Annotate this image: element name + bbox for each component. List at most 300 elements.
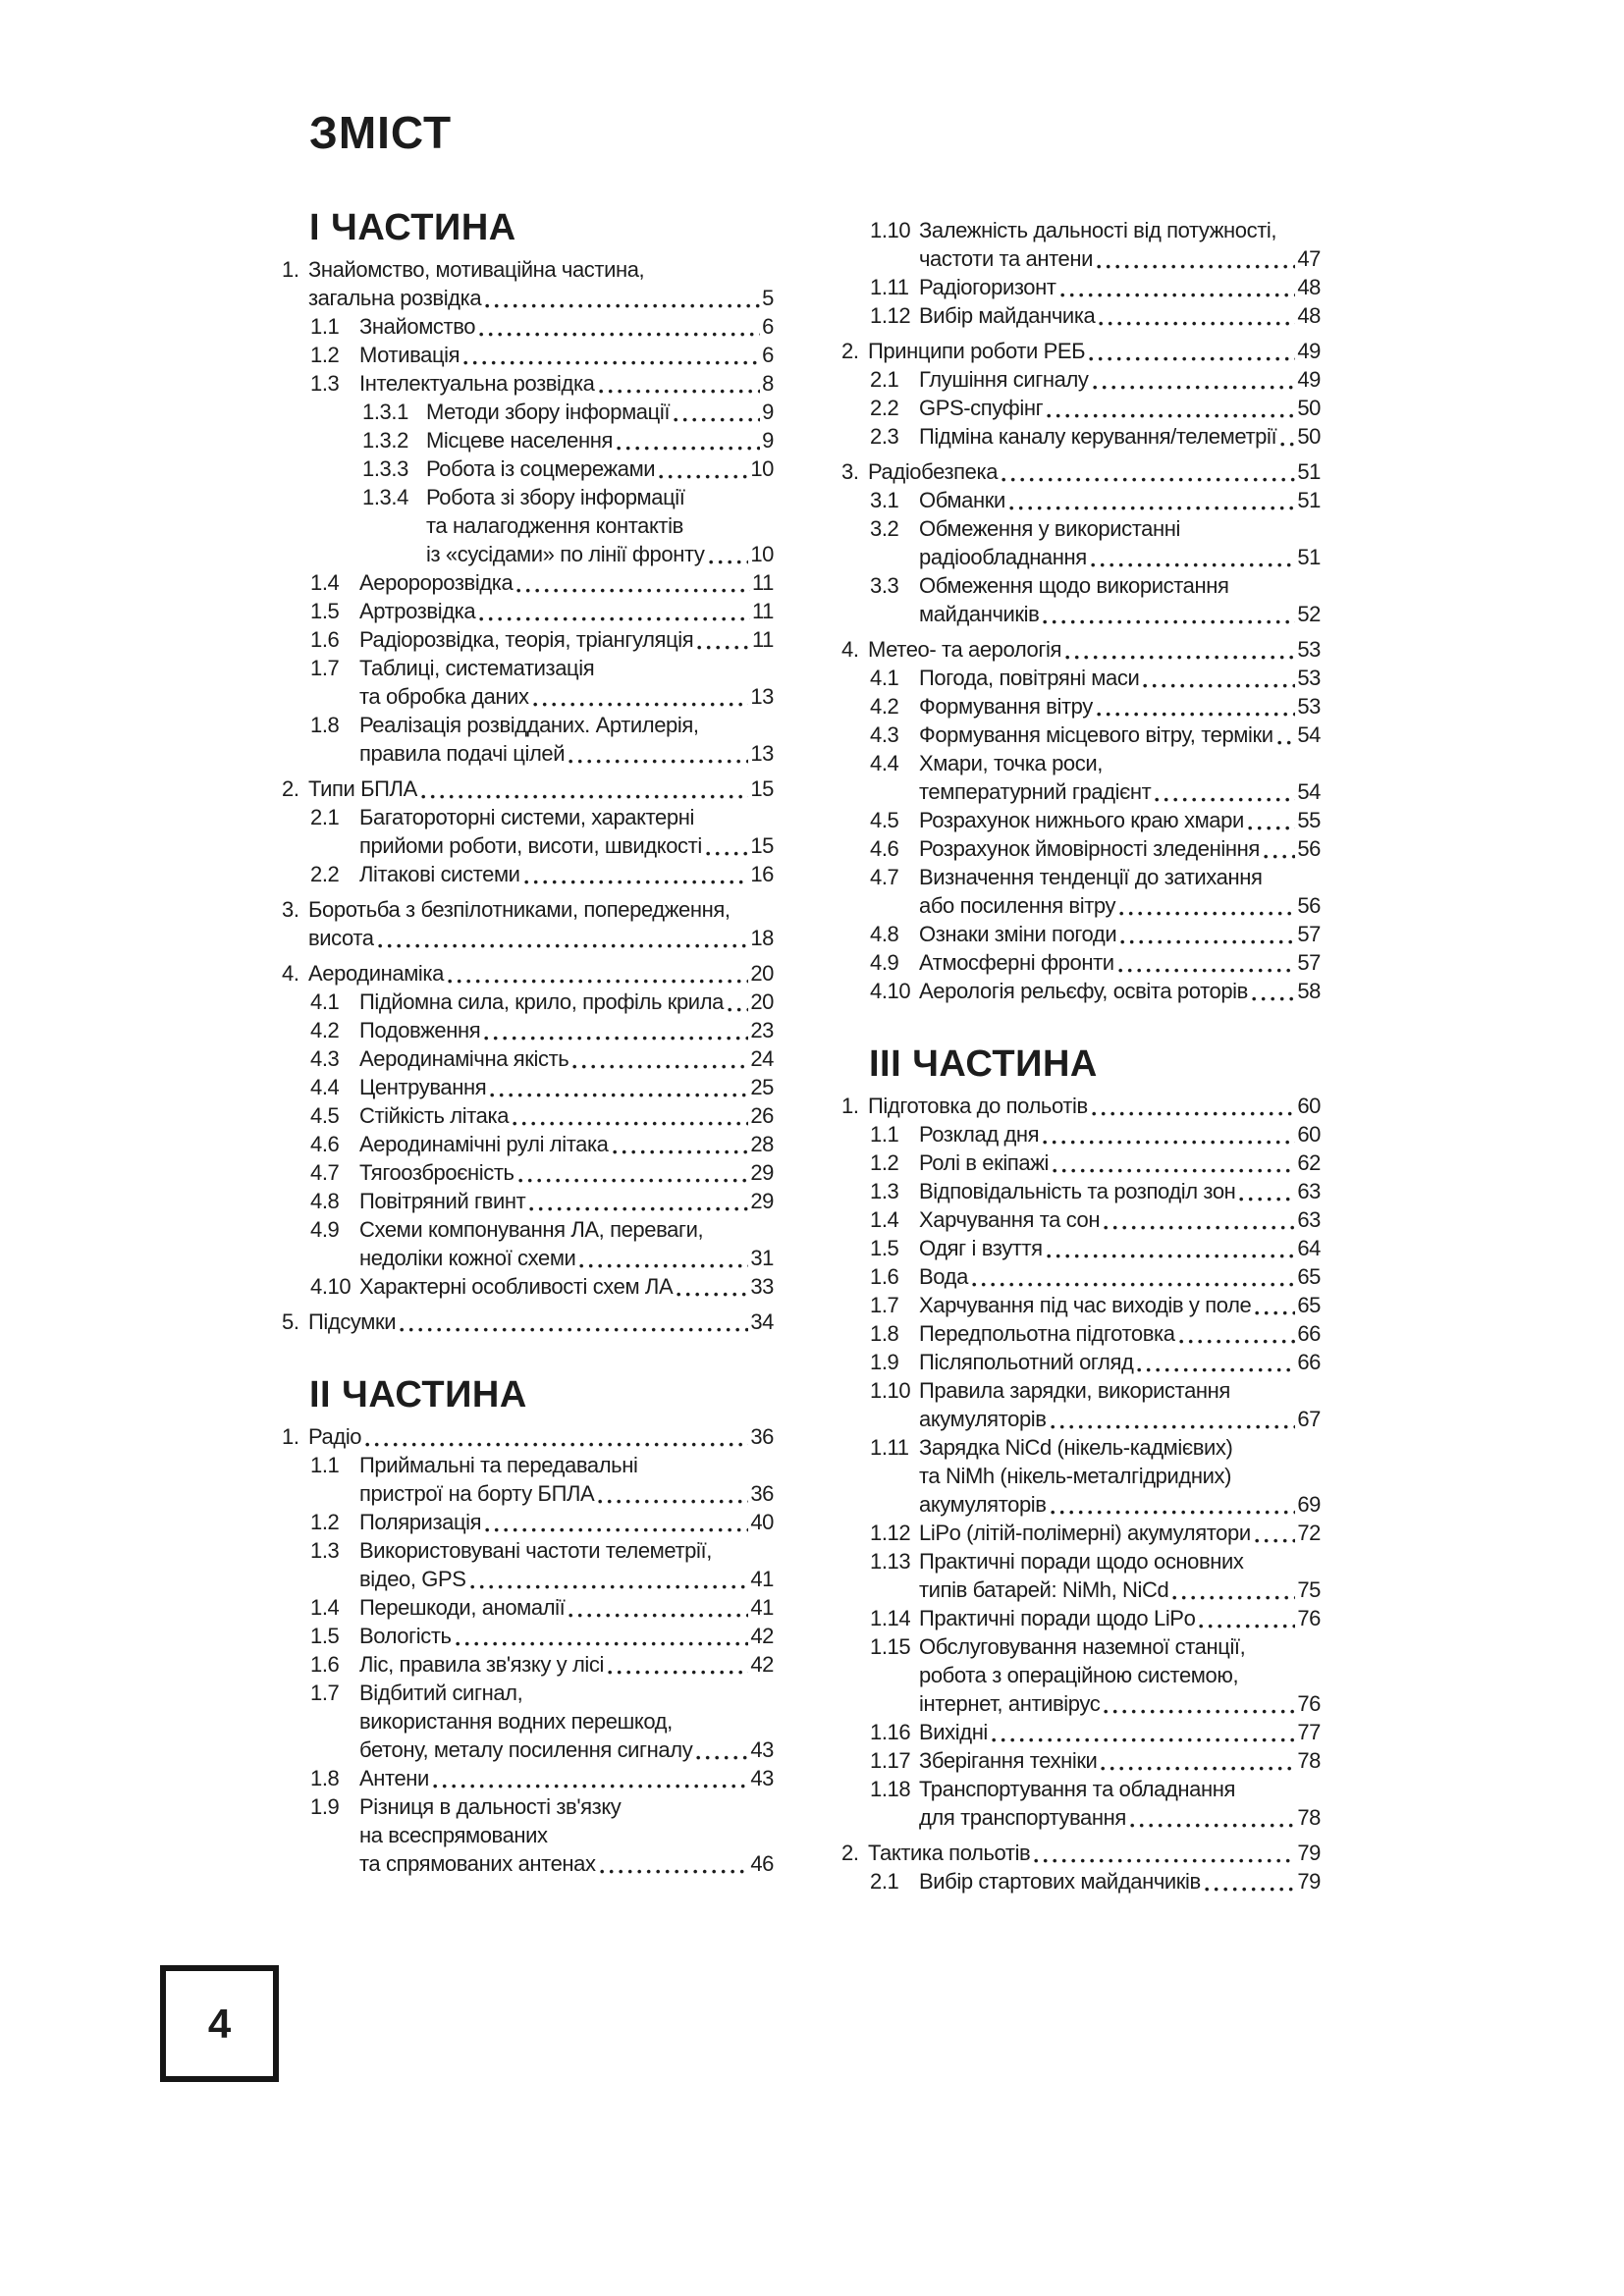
entry-page-number: 49: [1297, 339, 1321, 363]
entry-page-number: 75: [1297, 1577, 1321, 1602]
entry-page-number: 76: [1297, 1691, 1321, 1716]
dot-leader: [1155, 797, 1295, 802]
entry-number: 1.18: [870, 1777, 911, 1801]
entry-number: 1.12: [870, 303, 911, 328]
entry-page-number: 64: [1297, 1236, 1321, 1260]
toc-entry: [278, 654, 774, 711]
entry-title-line: Зарядка NiCd (нікель-кадмієвих): [919, 1435, 1233, 1460]
entry-title-line: [919, 1405, 1321, 1433]
entry-title: Вихідні: [919, 1720, 988, 1744]
entry-title-line: Багатороторні системи, характерні: [359, 805, 694, 829]
toc-entry: [838, 635, 1321, 664]
dot-leader: [1199, 1624, 1295, 1629]
dot-leader: [1093, 385, 1296, 390]
entry-title-line: [359, 860, 774, 888]
entry-title-line: Таблиці, систематизація: [359, 656, 595, 680]
dot-leader: [1051, 1510, 1296, 1515]
toc-entry: [838, 1718, 1321, 1746]
entry-page-number: 56: [1297, 893, 1321, 918]
entry-number: 1.17: [870, 1748, 911, 1773]
entry-title: Антени: [359, 1766, 429, 1790]
entry-page-number: 8: [762, 371, 774, 396]
entry-title-line: [919, 1490, 1321, 1519]
entry-number: 1.2: [870, 1150, 899, 1175]
toc-entry: [838, 1376, 1321, 1433]
entry-page-number: 10: [750, 456, 774, 481]
entry-page-number: 18: [750, 926, 774, 950]
entry-page-number: 6: [762, 314, 774, 339]
entry-title: Вода: [919, 1264, 968, 1289]
entry-title: Розрахунок ймовірності зледеніння: [919, 836, 1260, 861]
entry-page-number: 54: [1297, 779, 1321, 804]
entry-title: Ролі в екіпажі: [919, 1150, 1049, 1175]
entry-number: 1.11: [870, 1435, 909, 1460]
dot-leader: [400, 1327, 748, 1332]
dot-leader: [1172, 1595, 1295, 1600]
entry-title-line: [308, 1422, 774, 1451]
entry-number: 1.3: [870, 1179, 899, 1203]
dot-leader: [1252, 996, 1295, 1001]
entry-number: 4.2: [870, 694, 899, 719]
entry-title: Ліс, правила зв'язку у лісі: [359, 1652, 604, 1677]
toc-entry: [838, 1632, 1321, 1718]
entry-number: 1.: [841, 1094, 859, 1118]
toc-column-left: [278, 109, 774, 1878]
entry-title: Вологість: [359, 1624, 452, 1648]
entry-title: Артрозвідка: [359, 599, 476, 623]
entry-number: 1.3.3: [362, 456, 408, 481]
entry-number: 5.: [282, 1309, 299, 1334]
entry-title-line: [868, 635, 1321, 664]
entry-title: акумуляторів: [919, 1492, 1047, 1517]
entry-title-line: [919, 721, 1321, 749]
entry-title: Формування місцевого вітру, терміки: [919, 722, 1273, 747]
entry-page-number: 31: [750, 1246, 774, 1270]
dot-leader: [599, 389, 761, 394]
entry-title-line: [359, 312, 774, 341]
entry-page-number: 13: [750, 741, 774, 766]
toc-entry: [278, 1422, 774, 1451]
toc-entry: [838, 1604, 1321, 1632]
entry-title-line: Практичні поради щодо основних: [919, 1549, 1244, 1574]
entry-title: Тягоозброєність: [359, 1160, 514, 1185]
dot-leader: [568, 759, 748, 764]
entry-page-number: 57: [1297, 922, 1321, 946]
entry-title-line: [919, 891, 1321, 920]
toc-entry: [278, 1215, 774, 1272]
entry-title-line: [359, 1073, 774, 1101]
dot-leader: [728, 1007, 748, 1012]
entry-title-line: [919, 1291, 1321, 1319]
entry-title-line: [359, 1735, 774, 1764]
dot-leader: [572, 1064, 748, 1069]
toc-entry: [838, 664, 1321, 692]
entry-title: Передпольотна підготовка: [919, 1321, 1175, 1346]
entry-title-line: Використовувані частоти телеметрії,: [359, 1538, 712, 1563]
dot-leader: [485, 1527, 748, 1532]
entry-title-line: [359, 1158, 774, 1187]
entry-page-number: 41: [750, 1595, 774, 1620]
entry-number: 4.5: [310, 1103, 340, 1128]
entry-page-number: 63: [1297, 1179, 1321, 1203]
entry-page-number: 56: [1297, 836, 1321, 861]
entry-number: 1.9: [310, 1794, 340, 1819]
entry-title-line: [359, 1130, 774, 1158]
dot-leader: [1051, 1424, 1296, 1429]
entry-page-number: 34: [750, 1309, 774, 1334]
toc-entry: [278, 959, 774, 988]
entry-number: 1.10: [870, 218, 911, 242]
dot-leader: [1009, 506, 1295, 510]
entry-title-line: [359, 568, 774, 597]
toc-entry: [838, 1234, 1321, 1262]
toc-entry: [278, 803, 774, 860]
toc-entry: [278, 1101, 774, 1130]
dot-leader: [1091, 562, 1296, 567]
dot-leader: [972, 1282, 1295, 1287]
toc-entry: [838, 394, 1321, 422]
dot-leader: [1097, 712, 1296, 717]
dot-leader: [524, 880, 749, 884]
dot-leader: [1043, 619, 1295, 624]
entry-title-line: [868, 1092, 1321, 1120]
entry-title: або посилення вітру: [919, 893, 1116, 918]
entry-number: 4.3: [870, 722, 899, 747]
toc-entry: [278, 895, 774, 952]
entry-title-line: Обмеження у використанні: [919, 516, 1180, 541]
entry-number: 1.6: [310, 627, 340, 652]
toc-entry: [838, 1775, 1321, 1832]
entry-page-number: 58: [1297, 979, 1321, 1003]
entry-title-line: [919, 948, 1321, 977]
entry-title: правила подачі цілей: [359, 741, 566, 766]
entry-title-line: [359, 1479, 774, 1508]
entry-number: 4.1: [310, 989, 340, 1014]
entry-number: 1.5: [310, 1624, 340, 1648]
entry-page-number: 66: [1297, 1350, 1321, 1374]
entry-page-number: 11: [751, 627, 774, 652]
entry-page-number: 11: [751, 599, 774, 623]
entry-title-line: [919, 486, 1321, 514]
entry-page-number: 49: [1297, 367, 1321, 392]
page-number-box: [160, 1965, 279, 2082]
entry-page-number: 79: [1297, 1869, 1321, 1894]
toc-entry: [278, 398, 774, 426]
entry-title: висота: [308, 926, 374, 950]
dot-leader: [1099, 321, 1295, 326]
toc-entry: [838, 301, 1321, 330]
entry-title: радіообладнання: [919, 545, 1087, 569]
entry-number: 1.4: [310, 570, 340, 595]
toc-entry: [278, 1622, 774, 1650]
entry-page-number: 52: [1297, 602, 1321, 626]
dot-leader: [600, 1869, 749, 1874]
entry-page-number: 60: [1297, 1094, 1321, 1118]
entry-title: для транспортування: [919, 1805, 1126, 1830]
entry-number: 2.1: [870, 1869, 899, 1894]
entry-page-number: 55: [1297, 808, 1321, 832]
dot-leader: [697, 645, 750, 650]
entry-title: Стійкість літака: [359, 1103, 510, 1128]
entry-number: 1.1: [310, 1453, 340, 1477]
entry-page-number: 28: [750, 1132, 774, 1156]
entry-title: типів батарей: NiMh, NiCd: [919, 1577, 1169, 1602]
entry-page-number: 48: [1297, 275, 1321, 299]
entry-number: 4.6: [310, 1132, 340, 1156]
entry-title: Післяпольотний огляд: [919, 1350, 1134, 1374]
entry-number: 1.9: [870, 1350, 899, 1374]
dot-leader: [470, 1584, 749, 1589]
entry-title-line: Обслуговування наземної станції,: [919, 1634, 1246, 1659]
dot-leader: [484, 1036, 748, 1041]
entry-number: 1.3: [310, 371, 340, 396]
entry-number: 1.6: [870, 1264, 899, 1289]
entry-title-line: [359, 369, 774, 398]
toc-entry: [278, 483, 774, 568]
dot-leader: [598, 1499, 748, 1504]
entry-number: 2.2: [310, 862, 340, 886]
toc-entry: [838, 1433, 1321, 1519]
entry-title: Характерні особливості схем ЛА: [359, 1274, 674, 1299]
dot-leader: [1043, 1140, 1295, 1145]
entry-page-number: 23: [750, 1018, 774, 1042]
entry-page-number: 20: [750, 961, 774, 986]
entry-number: 1.: [282, 1424, 299, 1449]
entry-title-line: [359, 1016, 774, 1044]
entry-title-line: [308, 1308, 774, 1336]
entry-title: Підсумки: [308, 1309, 397, 1334]
toc-entry: [838, 1177, 1321, 1205]
entry-number: 1.3.4: [362, 485, 408, 509]
entry-number: 2.3: [870, 424, 899, 449]
toc-entry: [838, 948, 1321, 977]
entry-title-line: [919, 1867, 1321, 1896]
toc-entry: [838, 365, 1321, 394]
entry-page-number: 65: [1297, 1264, 1321, 1289]
entry-title-line: [919, 1234, 1321, 1262]
dot-leader: [696, 1755, 748, 1760]
entry-title: Розклад дня: [919, 1122, 1040, 1147]
entry-title: Глушіння сигналу: [919, 367, 1089, 392]
entry-title-line: [919, 1604, 1321, 1632]
entry-title-line: Різниця в дальності зв'язку: [359, 1794, 622, 1819]
entry-title-line: Транспортування та обладнання: [919, 1777, 1235, 1801]
entry-page-number: 66: [1297, 1321, 1321, 1346]
dot-leader: [1239, 1197, 1295, 1201]
entry-page-number: 51: [1297, 459, 1321, 484]
dot-leader: [1001, 477, 1295, 482]
toc-entry: [838, 571, 1321, 628]
entry-number: 4.9: [870, 950, 899, 975]
entry-title-line: [919, 422, 1321, 451]
entry-title: прийоми роботи, висоти, швидкості: [359, 833, 702, 858]
entry-title-line: [359, 1650, 774, 1679]
toc-entry: [278, 1016, 774, 1044]
entry-title: Вибір майданчика: [919, 303, 1096, 328]
toc-entry: [838, 457, 1321, 486]
entry-title: та обробка даних: [359, 684, 529, 709]
dot-leader: [1047, 1254, 1296, 1258]
dot-leader: [659, 474, 748, 479]
entry-page-number: 26: [750, 1103, 774, 1128]
entry-title-line: [919, 1205, 1321, 1234]
toc-entry: [838, 920, 1321, 948]
dot-leader: [485, 303, 760, 308]
toc-entry: [278, 597, 774, 625]
toc-entry: [278, 774, 774, 803]
entry-page-number: 42: [750, 1624, 774, 1648]
entry-title-line: [919, 1120, 1321, 1148]
entry-page-number: 65: [1297, 1293, 1321, 1317]
entry-page-number: 6: [762, 343, 774, 367]
entry-title-line: [426, 454, 774, 483]
toc-entry: [838, 692, 1321, 721]
entry-title-line: [426, 398, 774, 426]
dot-leader: [1097, 264, 1295, 269]
entry-number: 1.5: [310, 599, 340, 623]
entry-page-number: 78: [1297, 1748, 1321, 1773]
entry-page-number: 41: [750, 1567, 774, 1591]
dot-leader: [421, 794, 748, 799]
entry-title-line: [868, 1839, 1321, 1867]
dot-leader: [1179, 1339, 1296, 1344]
entry-number: 4.: [282, 961, 299, 986]
entry-number: 4.4: [310, 1075, 340, 1099]
entry-title-line: [919, 834, 1321, 863]
dot-leader: [579, 1263, 748, 1268]
entry-title-line: Визначення тенденції до затихання: [919, 865, 1263, 889]
dot-leader: [1130, 1823, 1295, 1828]
entry-title-line: Залежність дальності від потужності,: [919, 218, 1277, 242]
entry-title-line: [919, 692, 1321, 721]
entry-title: Формування вітру: [919, 694, 1093, 719]
entry-page-number: 15: [750, 776, 774, 801]
entry-title-line: [919, 543, 1321, 571]
entry-title-line: [919, 977, 1321, 1005]
entry-title: Поляризація: [359, 1510, 482, 1534]
entry-title-line: [359, 625, 774, 654]
entry-number: 1.11: [870, 275, 909, 299]
entry-title-line: [359, 1764, 774, 1792]
entry-title-line: використання водних перешкод,: [359, 1709, 673, 1734]
dot-leader: [479, 332, 760, 337]
entry-page-number: 11: [751, 570, 774, 595]
dot-leader: [677, 1292, 748, 1297]
entry-title-line: [359, 1622, 774, 1650]
dot-leader: [529, 1206, 748, 1211]
toc-entry: [838, 1092, 1321, 1120]
entry-page-number: 79: [1297, 1841, 1321, 1865]
page-title: ЗМІСТ: [309, 107, 453, 158]
entry-title-line: [308, 924, 774, 952]
entry-title-line: [359, 341, 774, 369]
entry-page-number: 5: [762, 286, 774, 310]
entry-number: 4.2: [310, 1018, 340, 1042]
toc-entry: [278, 988, 774, 1016]
entry-page-number: 16: [750, 862, 774, 886]
entry-title: Аеродинамічна якість: [359, 1046, 569, 1071]
toc-entry: [278, 1764, 774, 1792]
page-number: 4: [207, 2000, 232, 2047]
toc-entry: [278, 426, 774, 454]
entry-title: відео, GPS: [359, 1567, 466, 1591]
entry-title-line: [426, 426, 774, 454]
toc-entry: [838, 1148, 1321, 1177]
entry-number: 1.7: [310, 1681, 340, 1705]
toc-entry: [278, 711, 774, 768]
entry-page-number: 10: [750, 542, 774, 566]
toc-entry: [838, 1319, 1321, 1348]
entry-title-line: [919, 1575, 1321, 1604]
entry-title-line: [308, 284, 774, 312]
entry-number: 1.: [282, 257, 299, 282]
entry-page-number: 43: [750, 1737, 774, 1762]
entry-title-line: [359, 1044, 774, 1073]
entry-title-line: [359, 682, 774, 711]
dot-leader: [378, 943, 749, 948]
entry-page-number: 9: [762, 400, 774, 424]
entry-page-number: 33: [750, 1274, 774, 1299]
entry-title-line: [426, 540, 774, 568]
toc-entry: [838, 514, 1321, 571]
dot-leader: [709, 560, 749, 564]
entry-number: 1.7: [870, 1293, 899, 1317]
entry-number: 3.: [841, 459, 859, 484]
toc-entry: [838, 721, 1321, 749]
entry-title-line: та налагодження контактів: [426, 513, 683, 538]
entry-page-number: 51: [1297, 488, 1321, 512]
entry-title: майданчиків: [919, 602, 1040, 626]
entry-number: 1.8: [310, 1766, 340, 1790]
entry-title-line: Обмеження щодо використання: [919, 573, 1229, 598]
entry-title: Літакові системи: [359, 862, 520, 886]
dot-leader: [1060, 293, 1296, 297]
part-heading: ІІ ЧАСТИНА: [309, 1374, 527, 1415]
entry-title-line: [359, 1272, 774, 1301]
toc-entry: [278, 568, 774, 597]
toc-entry: [278, 1272, 774, 1301]
entry-title: Тактика польотів: [868, 1841, 1031, 1865]
dot-leader: [1104, 1225, 1295, 1230]
dot-leader: [617, 446, 760, 451]
entry-number: 1.1: [310, 314, 340, 339]
toc-entry: [278, 341, 774, 369]
toc-entry: [278, 1308, 774, 1336]
entry-number: 1.12: [870, 1521, 911, 1545]
dot-leader: [1089, 356, 1295, 361]
part-heading: І ЧАСТИНА: [309, 207, 516, 248]
toc-entry: [838, 1746, 1321, 1775]
entry-title-line: [919, 664, 1321, 692]
toc-entry: [838, 422, 1321, 451]
entry-title-line: [359, 1244, 774, 1272]
entry-page-number: 72: [1297, 1521, 1321, 1545]
dot-leader: [1120, 939, 1295, 944]
part-heading: ІІІ ЧАСТИНА: [869, 1043, 1098, 1085]
entry-title: Відповідальність та розподіл зон: [919, 1179, 1236, 1203]
dot-leader: [1277, 740, 1296, 745]
dot-leader: [1101, 1766, 1295, 1771]
entry-title-line: та NiMh (нікель-металгідридних): [919, 1464, 1231, 1488]
entry-number: 1.3: [310, 1538, 340, 1563]
dot-leader: [1053, 1168, 1295, 1173]
entry-title: Радіогоризонт: [919, 275, 1056, 299]
entry-page-number: 29: [750, 1189, 774, 1213]
entry-title: інтернет, антивірус: [919, 1691, 1101, 1716]
entry-page-number: 60: [1297, 1122, 1321, 1147]
dot-leader: [1119, 911, 1295, 916]
entry-page-number: 76: [1297, 1606, 1321, 1630]
